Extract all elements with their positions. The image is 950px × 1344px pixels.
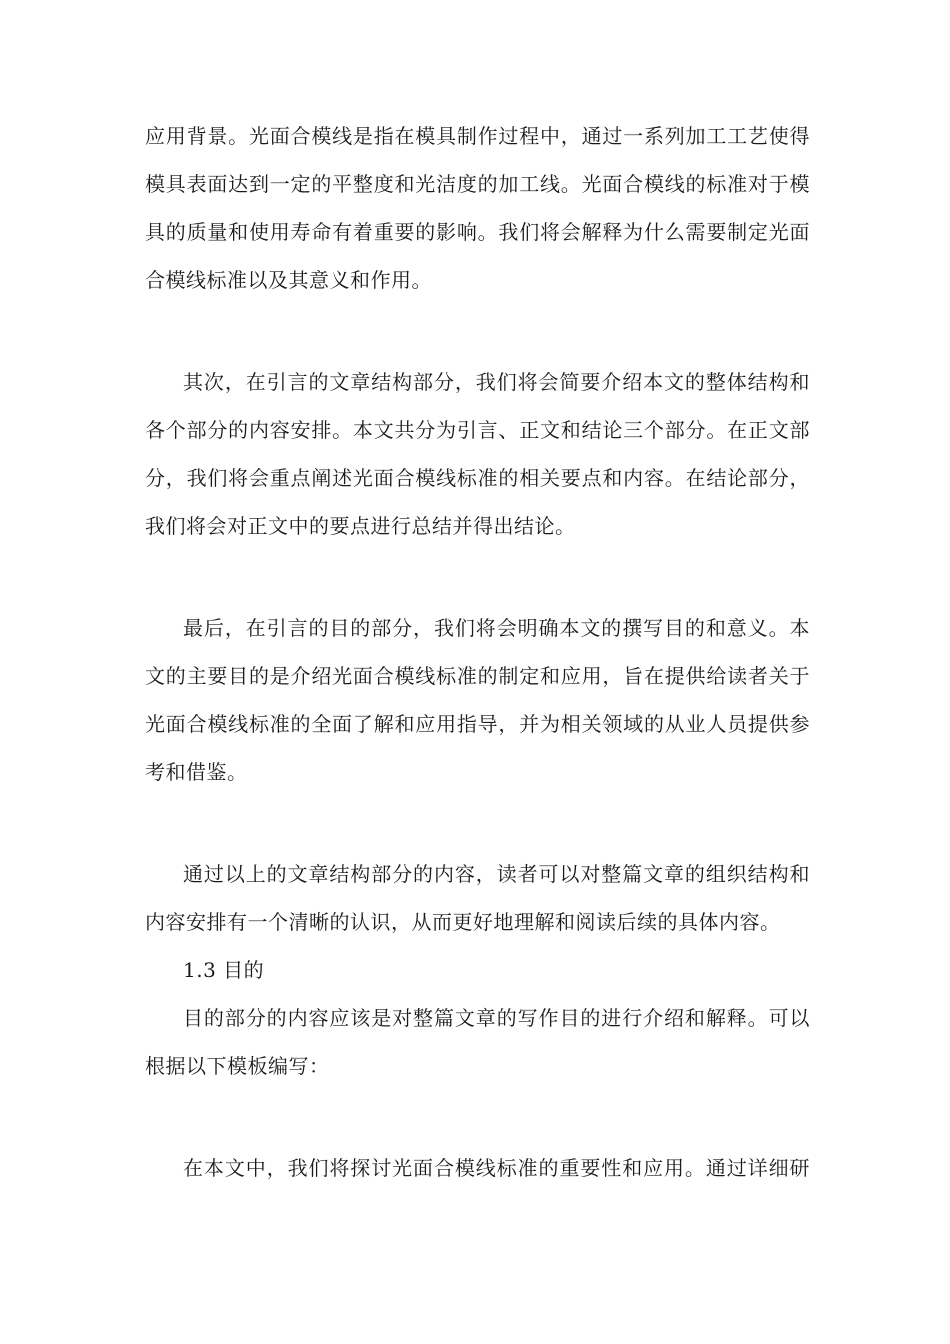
paragraph-1-line-4: 合模线标准以及其意义和作用。: [145, 268, 432, 292]
section-paragraph-line-2: 根据以下模板编写：: [145, 1054, 330, 1078]
paragraph-2-line-1: 其次，在引言的文章结构部分，我们将会简要介绍本文的整体结构和: [183, 370, 810, 394]
section-heading: 1.3 目的: [183, 958, 265, 982]
section-paragraph-line-1: 目的部分的内容应该是对整篇文章的写作目的进行介绍和解释。可以: [183, 1006, 810, 1030]
paragraph-2-line-4: 我们将会对正文中的要点进行总结并得出结论。: [145, 514, 576, 538]
paragraph-3-line-1: 最后，在引言的目的部分，我们将会明确本文的撰写目的和意义。本: [183, 616, 810, 640]
paragraph-1-line-2: 模具表面达到一定的平整度和光洁度的加工线。光面合模线的标准对于模: [145, 172, 810, 196]
final-paragraph-line-1: 在本文中，我们将探讨光面合模线标准的重要性和应用。通过详细研: [183, 1156, 810, 1180]
paragraph-3-line-3: 光面合模线标准的全面了解和应用指导，并为相关领域的从业人员提供参: [145, 712, 810, 736]
paragraph-2-line-2: 各个部分的内容安排。本文共分为引言、正文和结论三个部分。在正文部: [145, 418, 810, 442]
paragraph-4-line-2: 内容安排有一个清晰的认识，从而更好地理解和阅读后续的具体内容。: [145, 910, 781, 934]
paragraph-3-line-2: 文的主要目的是介绍光面合模线标准的制定和应用，旨在提供给读者关于: [145, 664, 810, 688]
paragraph-4-line-1: 通过以上的文章结构部分的内容，读者可以对整篇文章的组织结构和: [183, 862, 810, 886]
paragraph-3-line-4: 考和借鉴。: [145, 760, 248, 784]
paragraph-1-line-3: 具的质量和使用寿命有着重要的影响。我们将会解释为什么需要制定光面: [145, 220, 810, 244]
paragraph-1-line-1: 应用背景。光面合模线是指在模具制作过程中，通过一系列加工工艺使得: [145, 124, 810, 148]
paragraph-2-line-3: 分，我们将会重点阐述光面合模线标准的相关要点和内容。在结论部分，: [145, 466, 810, 490]
